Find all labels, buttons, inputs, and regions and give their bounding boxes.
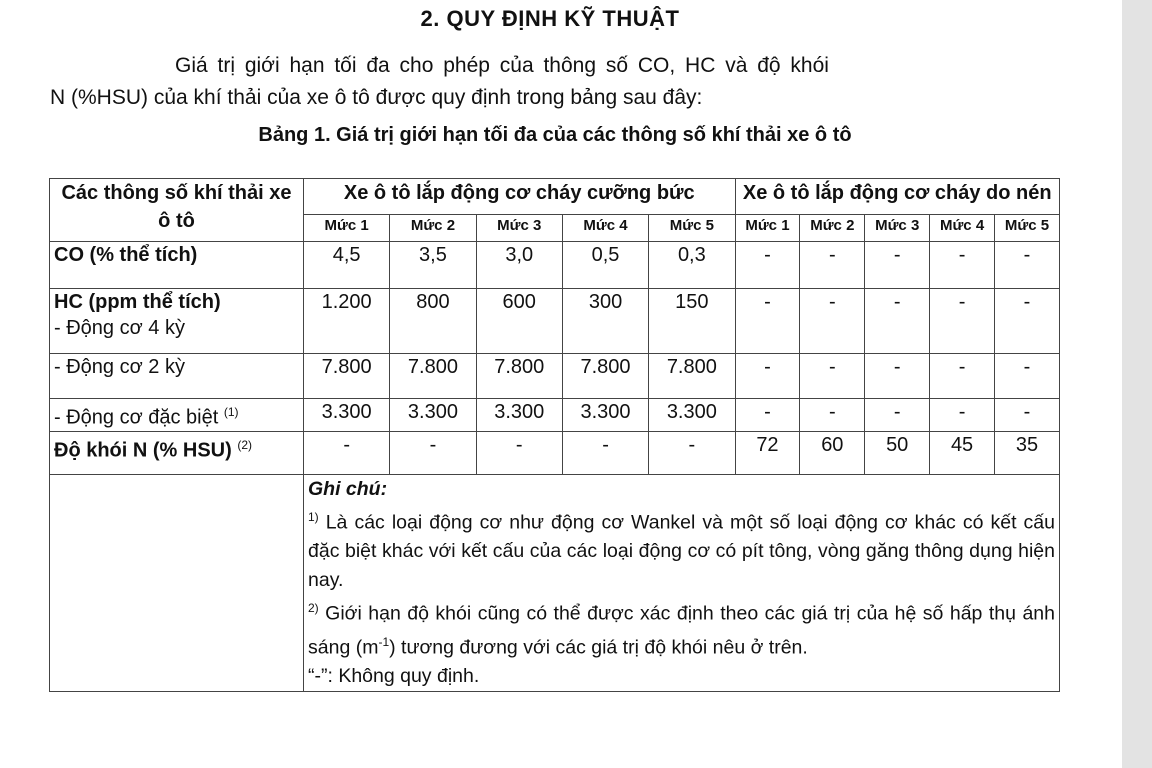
intro-line-2: N (%HSU) của khí thải của xe ô tô được quy định trong bảng sau đây:	[50, 86, 703, 109]
level-header: Mức 5	[649, 215, 735, 242]
level-header: Mức 1	[735, 215, 800, 242]
note-2-text-b: ) tương đương với các giá trị độ khói nêu ở trên.	[389, 636, 808, 659]
level-header: Mức 4	[930, 215, 995, 242]
cell-value: -	[800, 399, 865, 432]
cell-value: 300	[562, 289, 648, 354]
note-2-marker: 2)	[308, 601, 319, 616]
cell-value: -	[735, 289, 800, 354]
cell-value: 600	[476, 289, 562, 354]
cell-value: -	[930, 354, 995, 399]
cell-value: 7.800	[649, 354, 735, 399]
cell-value: -	[995, 289, 1060, 354]
row-label: CO (% thể tích)	[50, 242, 304, 289]
note-2-exponent: -1	[378, 635, 390, 650]
cell-value: 3,5	[390, 242, 476, 289]
table-header-row	[50, 179, 1060, 215]
group-header-spark-ignition: Xe ô tô lắp động cơ cháy cưỡng bức	[304, 179, 736, 215]
cell-value: 1.200	[304, 289, 390, 354]
cell-value: 3.300	[304, 399, 390, 432]
row-label	[50, 431, 304, 474]
level-header: Mức 5	[995, 215, 1060, 242]
note-1-marker: 1)	[308, 510, 319, 525]
cell-value: 60	[800, 431, 865, 474]
cell-value: -	[735, 242, 800, 289]
cell-value: -	[800, 242, 865, 289]
cell-value: 3,0	[476, 242, 562, 289]
cell-value: -	[800, 289, 865, 354]
notes-empty-cell	[50, 474, 304, 691]
cell-value: 3.300	[390, 399, 476, 432]
cell-value: 4,5	[304, 242, 390, 289]
level-header: Mức 2	[390, 215, 476, 242]
cell-value: -	[930, 242, 995, 289]
cell-value: 72	[735, 431, 800, 474]
cell-value: -	[800, 354, 865, 399]
cell-value: 7.800	[304, 354, 390, 399]
table-row-hc-special	[50, 399, 1060, 432]
level-header: Mức 2	[800, 215, 865, 242]
cell-value: -	[865, 399, 930, 432]
cell-value: 150	[649, 289, 735, 354]
table-caption: Bảng 1. Giá trị giới hạn tối đa của các thông số khí thải xe ô tô	[258, 124, 852, 146]
note-3: “-”: Không quy định.	[308, 665, 480, 688]
cell-value: 35	[995, 431, 1060, 474]
level-header: Mức 3	[865, 215, 930, 242]
cell-value: -	[476, 431, 562, 474]
notes-cell	[304, 474, 1060, 691]
cell-value: -	[865, 242, 930, 289]
cell-value: -	[562, 431, 648, 474]
cell-value: -	[390, 431, 476, 474]
cell-value: 45	[930, 431, 995, 474]
emission-limits-table	[49, 178, 1060, 692]
cell-value: -	[995, 354, 1060, 399]
notes-title: Ghi chú:	[308, 477, 388, 500]
cell-value: -	[930, 289, 995, 354]
row-label-text: - Động cơ đặc biệt	[54, 406, 219, 429]
cell-value: 7.800	[390, 354, 476, 399]
cell-value: 7.800	[476, 354, 562, 399]
table-row-co	[50, 242, 1060, 289]
footnote-ref-1: (1)	[223, 405, 239, 419]
table-row-smoke	[50, 431, 1060, 474]
cell-value: -	[735, 399, 800, 432]
cell-value: 3.300	[562, 399, 648, 432]
cell-value: 0,3	[649, 242, 735, 289]
note-1	[308, 503, 1055, 594]
row-label-main: HC (ppm thể tích)	[54, 291, 221, 313]
cell-value: -	[865, 354, 930, 399]
viewer-side-margin	[1122, 0, 1152, 768]
level-header: Mức 1	[304, 215, 390, 242]
cell-value: 800	[390, 289, 476, 354]
cell-value: -	[735, 354, 800, 399]
table-row-hc-4-stroke	[50, 289, 1060, 354]
cell-value: -	[304, 431, 390, 474]
param-header: Các thông số khí thải xe ô tô	[50, 179, 304, 242]
level-header: Mức 3	[476, 215, 562, 242]
note-1-text: Là các loại động cơ như động cơ Wankel và một số loại động cơ khác có kết cấu đặc biệt khác với kết cấu của các loại động cơ có pít tông, vòng găng thông dụng hiện nay.	[308, 511, 1055, 591]
note-2	[308, 594, 1055, 662]
cell-value: -	[930, 399, 995, 432]
group-header-compression-ignition: Xe ô tô lắp động cơ cháy do nén	[735, 179, 1060, 215]
cell-value: -	[649, 431, 735, 474]
table-row-hc-2-stroke	[50, 354, 1060, 399]
cell-value: 50	[865, 431, 930, 474]
table-row-notes	[50, 474, 1060, 691]
cell-value: -	[995, 399, 1060, 432]
row-label	[50, 399, 304, 432]
cell-value: 7.800	[562, 354, 648, 399]
row-label-sub: - Động cơ 4 kỳ	[54, 317, 185, 339]
intro-line-1: Giá trị giới hạn tối đa cho phép của thông số CO, HC và độ khói	[175, 54, 829, 77]
note-2-text-a: Giới hạn độ khói cũng có thể được xác định theo các giá trị của hệ số hấp thụ ánh sáng (m	[308, 602, 1055, 659]
intro-paragraph	[50, 50, 1010, 114]
row-label	[50, 289, 304, 354]
cell-value: 3.300	[476, 399, 562, 432]
cell-value: -	[995, 242, 1060, 289]
section-title: 2. QUY ĐỊNH KỸ THUẬT	[420, 6, 680, 31]
cell-value: -	[865, 289, 930, 354]
row-label-text: Độ khói N (% HSU)	[54, 439, 232, 462]
cell-value: 0,5	[562, 242, 648, 289]
level-header: Mức 4	[562, 215, 648, 242]
cell-value: 3.300	[649, 399, 735, 432]
row-label: - Động cơ 2 kỳ	[50, 354, 304, 399]
footnote-ref-2: (2)	[237, 437, 253, 452]
